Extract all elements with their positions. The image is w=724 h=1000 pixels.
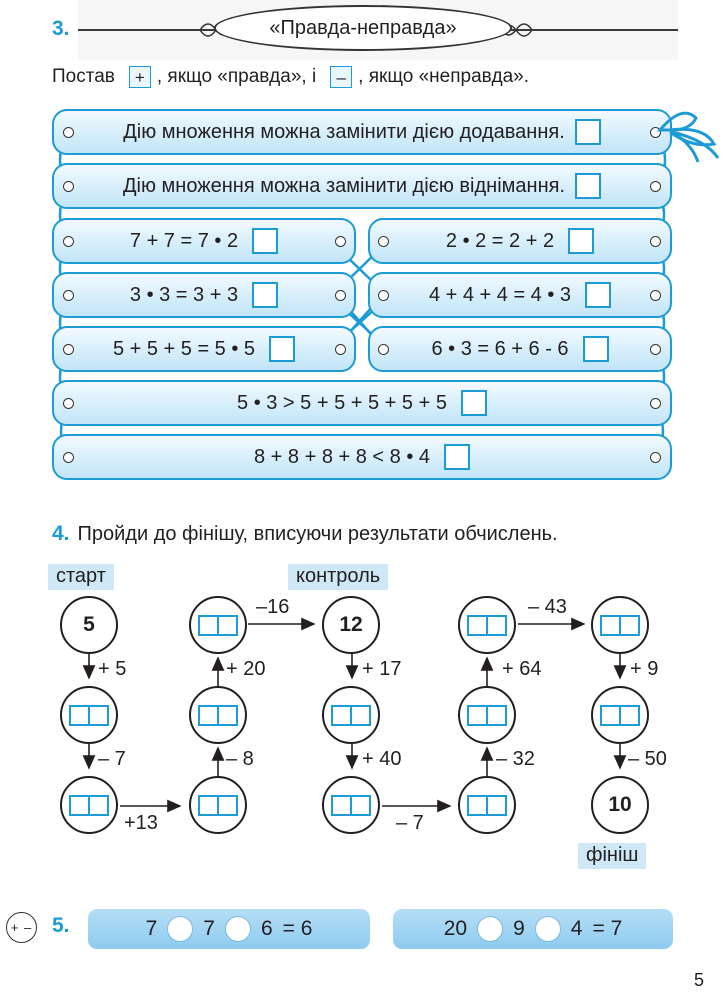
strip-hole [335, 236, 346, 247]
equation-row [52, 272, 356, 318]
strip-hole [650, 398, 661, 409]
strip-hole [63, 398, 74, 409]
answer-box[interactable] [444, 444, 470, 470]
sign-slot[interactable] [167, 916, 193, 942]
op-label: – 8 [226, 748, 254, 770]
equation-bar [88, 909, 370, 949]
answer-circle[interactable] [60, 686, 118, 744]
eq-result: = 7 [592, 917, 623, 940]
finish-label: фініш [578, 843, 646, 869]
control-circle: 12 [322, 596, 380, 654]
task3-title: «Правда-неправда» [214, 5, 512, 51]
start-circle: 5 [60, 596, 118, 654]
answer-cells[interactable] [69, 705, 109, 726]
strip-hole [650, 290, 661, 301]
finish-circle: 10 [591, 776, 649, 834]
answer-cells[interactable] [331, 795, 371, 816]
strip-hole [650, 236, 661, 247]
equation-bar [393, 909, 673, 949]
equation-text: 3 • 3 = 3 + 3 [129, 283, 239, 306]
answer-cells[interactable] [69, 795, 109, 816]
plus-sign-box: + [129, 66, 151, 88]
op-label: + 40 [362, 748, 402, 770]
strip-hole [63, 181, 74, 192]
equation-text: 2 • 2 = 2 + 2 [445, 229, 555, 252]
answer-circle[interactable] [458, 686, 516, 744]
op-label: +13 [124, 812, 158, 834]
equation-row [368, 326, 672, 372]
strip-hole [63, 344, 74, 355]
answer-cells[interactable] [331, 705, 371, 726]
answer-circle[interactable] [458, 596, 516, 654]
answer-circle[interactable] [189, 776, 247, 834]
strip-hole [63, 127, 74, 138]
strip-hole [335, 290, 346, 301]
op-label: + 17 [362, 658, 402, 680]
sign-slot[interactable] [535, 916, 561, 942]
answer-circle[interactable] [322, 686, 380, 744]
answer-box[interactable] [585, 282, 611, 308]
op-label: + 20 [226, 658, 266, 680]
answer-circle[interactable] [591, 596, 649, 654]
answer-box[interactable] [575, 119, 601, 145]
op-label: + 9 [630, 658, 659, 680]
task3-number: 3. [52, 17, 70, 40]
equation-row [52, 326, 356, 372]
answer-box[interactable] [252, 228, 278, 254]
equation-row [368, 218, 672, 264]
answer-cells[interactable] [467, 705, 507, 726]
answer-circle[interactable] [322, 776, 380, 834]
task4-header [52, 522, 558, 546]
op-label: – 7 [396, 812, 424, 834]
equation-row [52, 218, 356, 264]
answer-box[interactable] [583, 336, 609, 362]
answer-circle[interactable] [189, 686, 247, 744]
answer-circle[interactable] [458, 776, 516, 834]
equation-text: 5 + 5 + 5 = 5 • 5 [112, 337, 256, 360]
strip-hole [650, 181, 661, 192]
strip-hole [63, 236, 74, 247]
op-label: – 7 [98, 748, 126, 770]
statement-row [52, 163, 672, 209]
instruction-text: Постав [52, 66, 115, 87]
equation-row [52, 380, 672, 426]
sign-slot[interactable] [225, 916, 251, 942]
op-label: – 43 [528, 596, 567, 618]
answer-circle[interactable] [60, 776, 118, 834]
strip-hole [63, 290, 74, 301]
strip-hole [378, 344, 389, 355]
eq-operand: 9 [513, 917, 525, 940]
answer-box[interactable] [252, 282, 278, 308]
start-label: старт [48, 564, 114, 590]
page-number: 5 [693, 970, 704, 990]
answer-cells[interactable] [198, 795, 238, 816]
answer-box[interactable] [269, 336, 295, 362]
answer-box[interactable] [575, 173, 601, 199]
bow-icon [652, 104, 722, 168]
strip-hole [650, 344, 661, 355]
answer-cells[interactable] [198, 615, 238, 636]
answer-circle[interactable] [189, 596, 247, 654]
op-label: – 32 [496, 748, 535, 770]
equation-row [52, 434, 672, 480]
instruction-text: , якщо «правда», і [156, 66, 317, 87]
equation-text: 8 + 8 + 8 + 8 < 8 • 4 [253, 445, 431, 468]
eq-operand: 6 [260, 917, 273, 940]
eq-operand: 4 [570, 917, 583, 940]
answer-cells[interactable] [600, 705, 640, 726]
equation-text: 6 • 3 = 6 + 6 - 6 [431, 337, 569, 360]
answer-box[interactable] [568, 228, 594, 254]
answer-box[interactable] [461, 390, 487, 416]
minus-sign-box: – [330, 66, 352, 88]
task3-instruction [52, 66, 529, 88]
op-label: – 50 [628, 748, 667, 770]
answer-cells[interactable] [600, 615, 640, 636]
task4-instruction: Пройди до фінішу, вписуючи результати обчислень. [77, 523, 558, 545]
answer-cells[interactable] [467, 795, 507, 816]
equation-text: 7 + 7 = 7 • 2 [129, 229, 239, 252]
eq-operand: 20 [443, 917, 468, 940]
task4-number: 4. [52, 522, 70, 545]
strip-hole [378, 290, 389, 301]
equation-text: 5 • 3 > 5 + 5 + 5 + 5 + 5 [237, 391, 447, 414]
answer-cells[interactable] [198, 705, 238, 726]
strip-hole [63, 452, 74, 463]
instruction-text: , якщо «неправда». [358, 66, 530, 87]
plus-minus-icon: + – [6, 912, 37, 943]
answer-circle[interactable] [591, 686, 649, 744]
statement-row [52, 109, 672, 155]
op-label: + 64 [502, 658, 542, 680]
sign-slot[interactable] [477, 916, 503, 942]
strip-hole [335, 344, 346, 355]
eq-result: = 6 [282, 917, 313, 940]
strip-hole [650, 452, 661, 463]
eq-operand: 7 [145, 917, 158, 940]
equation-text: 4 + 4 + 4 = 4 • 3 [428, 283, 572, 306]
strip-hole [378, 236, 389, 247]
statement-text: Дію множення можна замінити дією віднімання. [122, 174, 565, 197]
statement-text: Дію множення можна замінити дією додавання. [123, 120, 565, 143]
task5-number: 5. [52, 914, 70, 937]
answer-cells[interactable] [467, 615, 507, 636]
control-label: контроль [288, 564, 388, 590]
equation-row [368, 272, 672, 318]
op-label: –16 [256, 596, 290, 618]
op-label: + 5 [98, 658, 127, 680]
eq-operand: 7 [203, 917, 215, 940]
